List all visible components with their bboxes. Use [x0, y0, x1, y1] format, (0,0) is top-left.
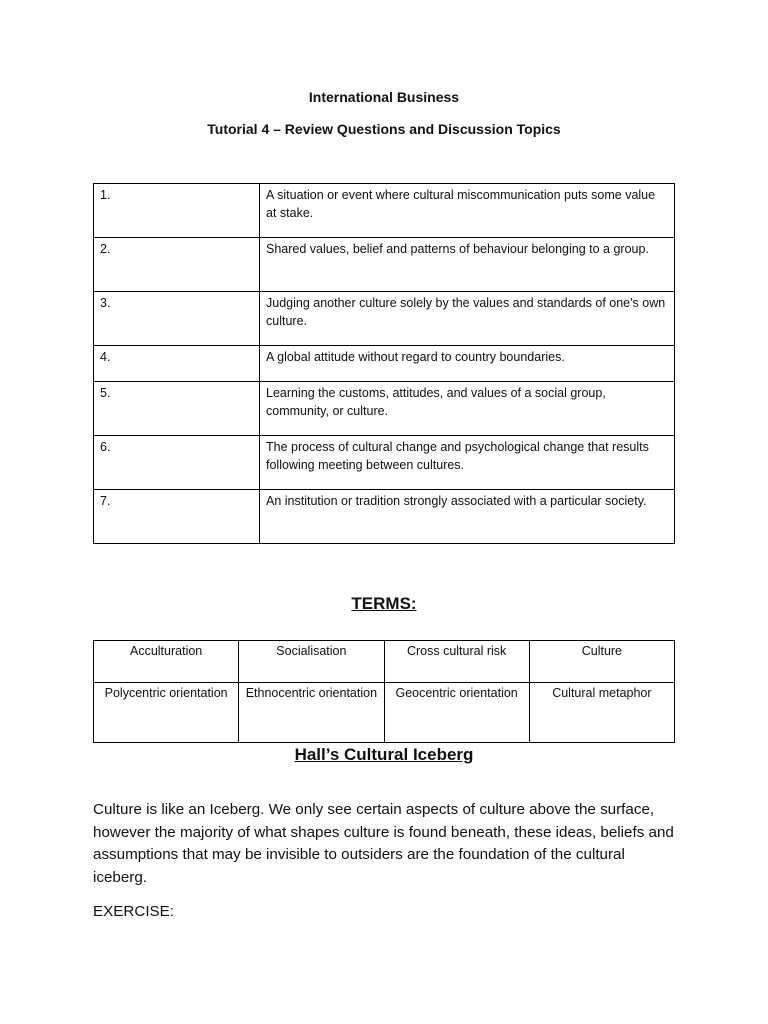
term-cell: Socialisation	[239, 641, 384, 683]
question-definition: A situation or event where cultural miscommunication puts some value at stake.	[260, 184, 675, 238]
iceberg-heading: Hall’s Cultural Iceberg	[294, 745, 474, 764]
question-number: 3.	[94, 292, 260, 346]
question-definition: A global attitude without regard to country boundaries.	[260, 346, 675, 382]
question-number: 7.	[94, 490, 260, 544]
question-definition: Learning the customs, attitudes, and values of a social group, community, or culture.	[260, 382, 675, 436]
question-row	[94, 292, 675, 346]
question-definition: An institution or tradition strongly associated with a particular society.	[260, 490, 675, 544]
term-cell: Culture	[529, 641, 674, 683]
question-number: 4.	[94, 346, 260, 382]
question-number: 1.	[94, 184, 260, 238]
question-definition: Judging another culture solely by the values and standards of one's own culture.	[260, 292, 675, 346]
question-row	[94, 382, 675, 436]
term-cell: Ethnocentric orientation	[239, 683, 384, 743]
question-number: 5.	[94, 382, 260, 436]
terms-table	[93, 640, 675, 743]
terms-row	[94, 641, 675, 683]
question-row	[94, 436, 675, 490]
document-title: International Business	[308, 89, 460, 105]
document-subtitle: Tutorial 4 – Review Questions and Discussion Topics	[207, 121, 561, 137]
term-cell: Polycentric orientation	[94, 683, 239, 743]
term-cell: Cross cultural risk	[384, 641, 529, 683]
terms-heading: TERMS:	[351, 594, 417, 613]
question-row	[94, 346, 675, 382]
question-row	[94, 238, 675, 292]
term-cell: Cultural metaphor	[529, 683, 674, 743]
question-row	[94, 490, 675, 544]
question-definition: The process of cultural change and psychological change that results following meeting between cultures.	[260, 436, 675, 490]
exercise-label: EXERCISE:	[93, 903, 175, 920]
terms-row	[94, 683, 675, 743]
term-cell: Acculturation	[94, 641, 239, 683]
question-number: 6.	[94, 436, 260, 490]
term-cell: Geocentric orientation	[384, 683, 529, 743]
question-definition: Shared values, belief and patterns of behaviour belonging to a group.	[260, 238, 675, 292]
question-row	[94, 184, 675, 238]
iceberg-paragraph: Culture is like an Iceberg. We only see certain aspects of culture above the surface, however the majority of what shapes culture is found beneath, these ideas, beliefs and assumptions that may be invisible to outsiders are the foundation of the cultural iceberg.	[93, 801, 674, 886]
question-number: 2.	[94, 238, 260, 292]
questions-table	[93, 183, 675, 544]
